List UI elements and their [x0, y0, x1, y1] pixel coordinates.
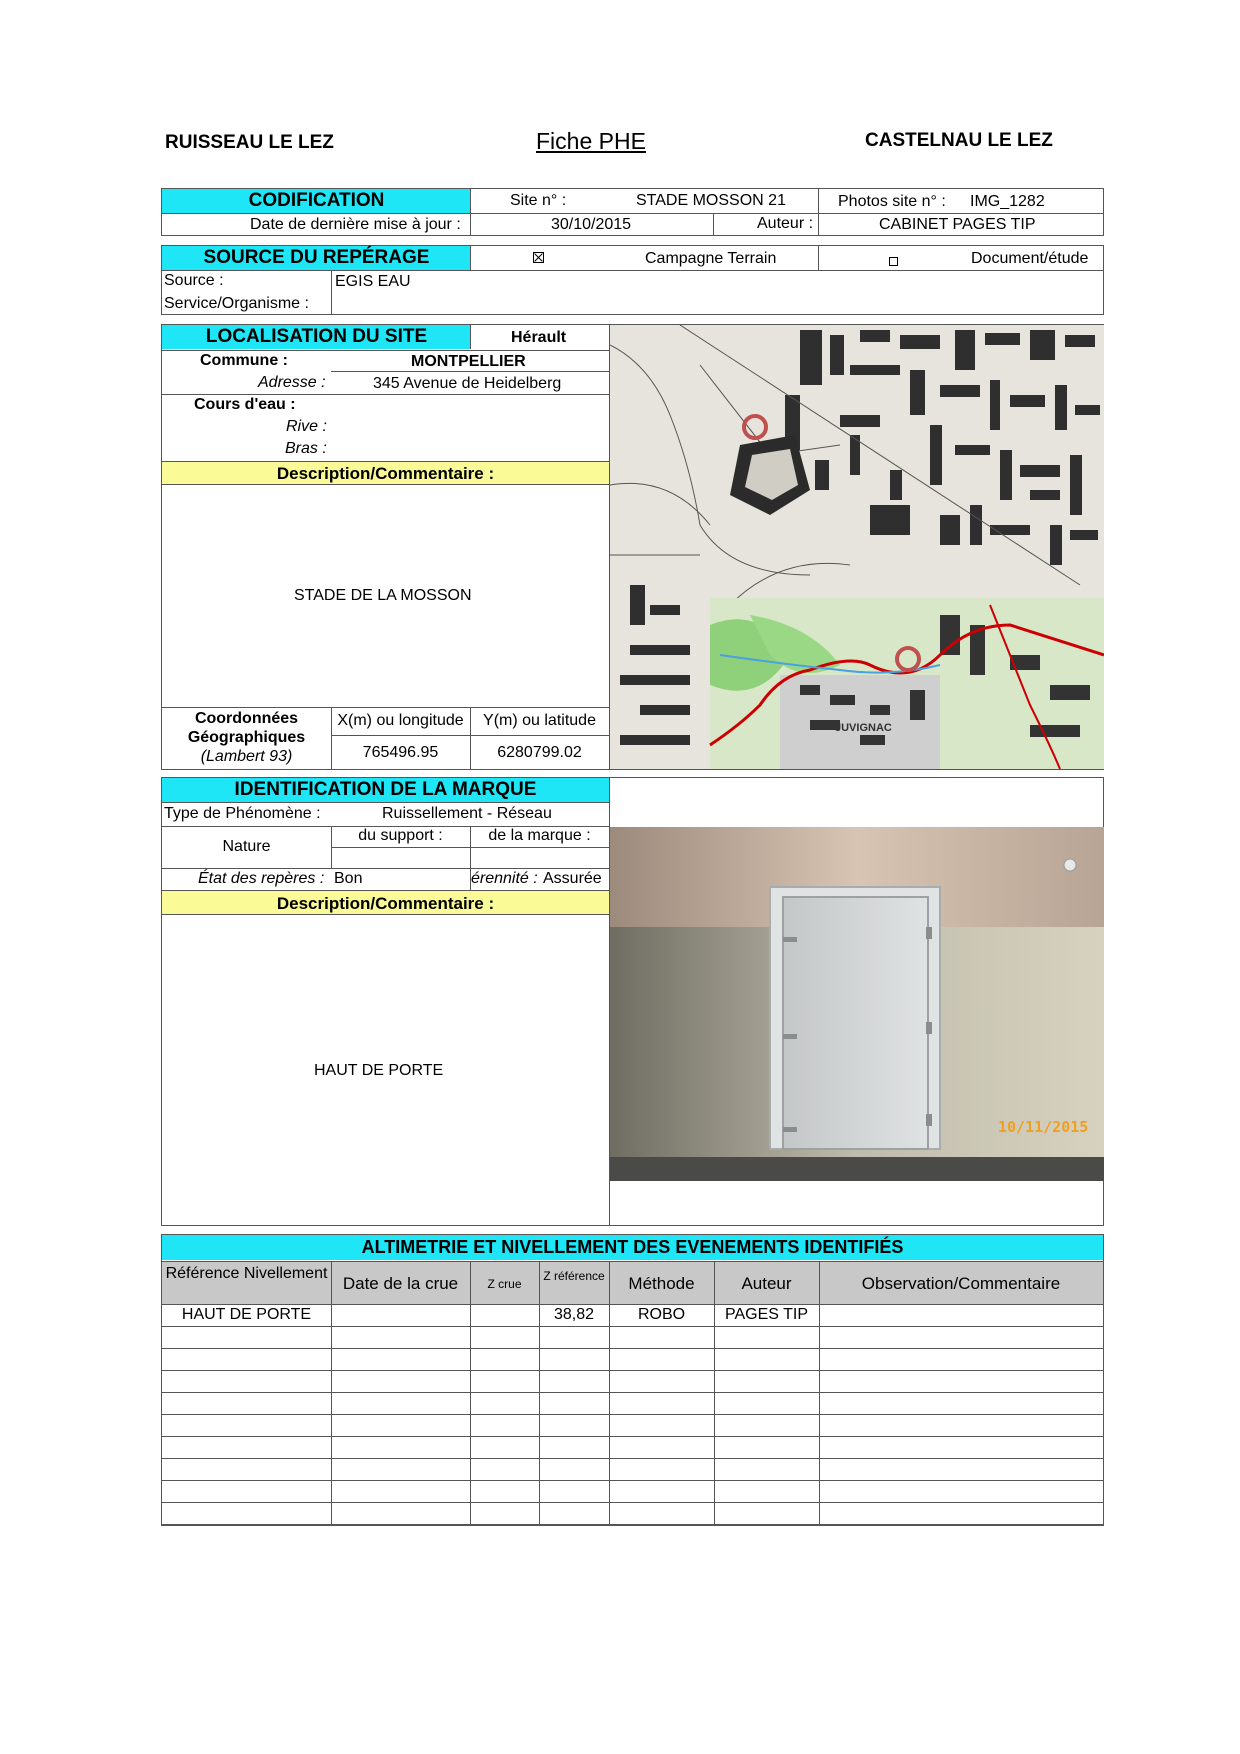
site-label: Site n° : — [510, 192, 567, 209]
col-z-reference: Z référence — [543, 1269, 605, 1283]
campagne-label: Campagne Terrain — [645, 250, 777, 267]
table-cell: PAGES TIP — [725, 1306, 808, 1323]
type-value: Ruissellement - Réseau — [382, 805, 552, 822]
col-date-crue: Date de la crue — [342, 1274, 459, 1293]
photo-date-stamp: 10/11/2015 — [998, 1118, 1089, 1136]
source-label: Source : — [164, 272, 224, 289]
door-photo — [610, 827, 1104, 1181]
site-photo — [610, 827, 1104, 1181]
table-cell: HAUT DE PORTE — [181, 1306, 312, 1323]
y-label: Y(m) ou latitude — [483, 712, 596, 729]
river-name: RUISSEAU LE LEZ — [165, 132, 334, 153]
localisation-title: LOCALISATION DU SITE — [162, 325, 471, 349]
document-label: Document/étude — [971, 250, 1089, 267]
col-methode: Méthode — [628, 1274, 695, 1293]
x-value: 765496.95 — [362, 744, 439, 761]
identification-desc-title: Description/Commentaire : — [162, 890, 609, 915]
commune-value: MONTPELLIER — [411, 353, 526, 370]
table-cell: 38,82 — [553, 1306, 595, 1323]
altimetrie-title: ALTIMETRIE ET NIVELLEMENT DES EVENEMENTS IDENTIFIÉS — [162, 1235, 1103, 1260]
codification-title: CODIFICATION — [162, 189, 471, 213]
page-title: Fiche PHE — [536, 128, 646, 154]
site-value: STADE MOSSON 21 — [636, 192, 786, 209]
col-z-crue: Z crue — [487, 1277, 522, 1291]
date-value: 30/10/2015 — [551, 216, 632, 233]
type-label: Type de Phénomène : — [164, 805, 321, 822]
etat-value: Bon — [334, 870, 363, 887]
table-cell: ROBO — [637, 1306, 686, 1323]
etat-label: État des repères : — [198, 870, 325, 887]
commune-label: Commune : — [200, 352, 288, 369]
localisation-desc-value: STADE DE LA MOSSON — [294, 587, 472, 604]
localisation-desc-title: Description/Commentaire : — [162, 461, 609, 485]
adresse-label: Adresse : — [258, 374, 326, 391]
site-map — [610, 325, 1104, 769]
rive-label: Rive : — [286, 418, 327, 435]
document-checkbox[interactable] — [889, 257, 898, 266]
identification-title: IDENTIFICATION DE LA MARQUE — [162, 778, 609, 802]
col-observation: Observation/Commentaire — [861, 1274, 1061, 1293]
photos-label: Photos site n° : — [838, 193, 946, 210]
bras-label: Bras : — [285, 440, 327, 457]
map-town-label: JUVIGNAC — [835, 722, 892, 734]
departement: Hérault — [511, 329, 567, 346]
topographic-map-inset — [710, 598, 1104, 769]
y-value: 6280799.02 — [497, 744, 582, 761]
date-label: Date de dernière mise à jour : — [250, 216, 461, 233]
campagne-checkbox[interactable] — [533, 250, 544, 268]
col-reference: Référence Nivellement — [165, 1265, 328, 1282]
x-label: X(m) ou longitude — [337, 712, 464, 729]
perennite-value: Assurée — [543, 870, 602, 887]
photos-value: IMG_1282 — [970, 193, 1045, 210]
coord-label-3: (Lambert 93) — [200, 748, 293, 765]
author-value: CABINET PAGES TIP — [879, 216, 1036, 233]
cadastral-map — [610, 325, 1104, 769]
nature-label: Nature — [222, 838, 271, 855]
support-label: du support : — [358, 827, 443, 844]
cours-label: Cours d'eau : — [194, 396, 296, 413]
commune-name: CASTELNAU LE LEZ — [865, 130, 1053, 151]
col-auteur: Auteur — [741, 1274, 792, 1293]
source-title: SOURCE DU REPÉRAGE — [162, 246, 471, 270]
service-label: Service/Organisme : — [164, 295, 309, 312]
adresse-value: 345 Avenue de Heidelberg — [373, 375, 562, 392]
coord-label-2: Géographiques — [187, 729, 306, 746]
identification-desc-value: HAUT DE PORTE — [314, 1062, 444, 1079]
marque-label: de la marque : — [488, 827, 591, 844]
service-value: EGIS EAU — [335, 273, 411, 290]
perennite-label: érennité : — [471, 870, 538, 887]
author-label: Auteur : — [757, 215, 814, 232]
coord-label-1: Coordonnées — [194, 710, 299, 727]
